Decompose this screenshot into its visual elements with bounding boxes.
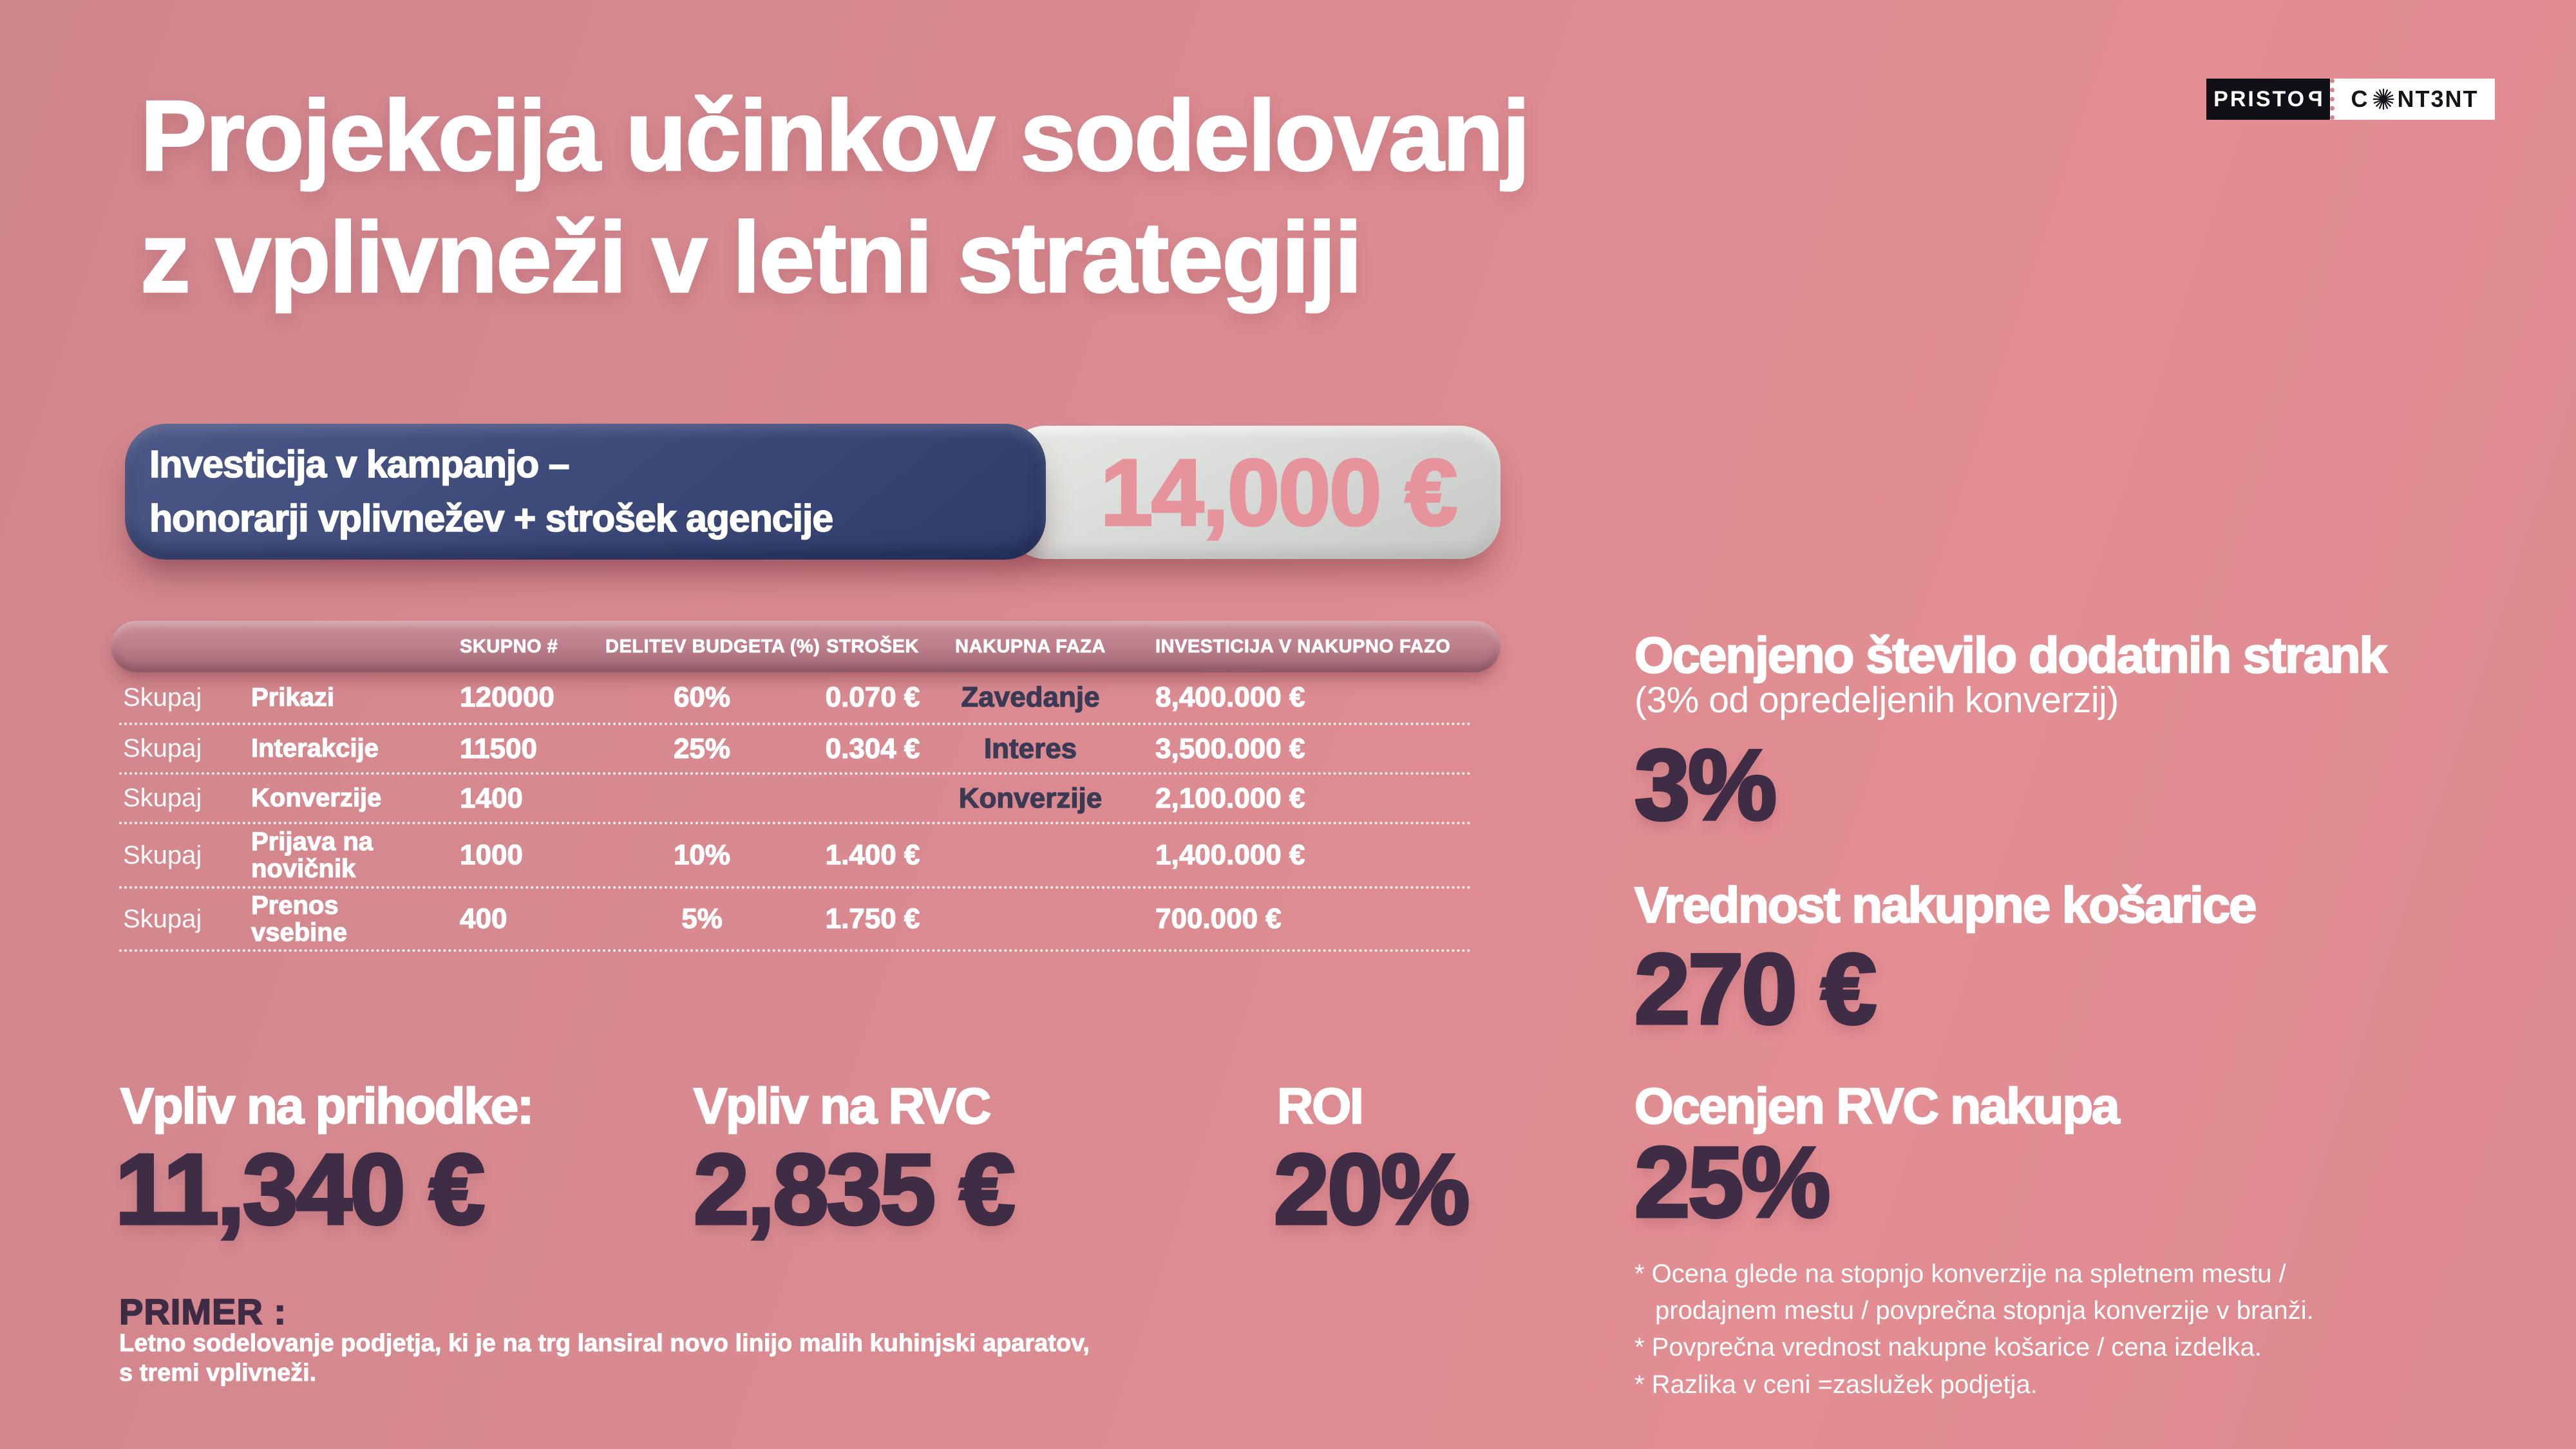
footnote-line: * Razlika v ceni =zaslužek podjetja. — [1634, 1370, 2038, 1399]
footnote-line: prodajnem mestu / povprečna stopnja konverzije v branži. — [1655, 1296, 2314, 1325]
example-heading: PRIMER : — [119, 1291, 287, 1332]
content-logo-suffix: NT3NT — [2397, 86, 2479, 112]
cell-total: 11500 — [460, 732, 537, 764]
footnote-line: * Ocena glede na stopnjo konverzije na spletnem mestu / — [1634, 1260, 2286, 1288]
pristop-logo — [2206, 79, 2330, 120]
logo-bar — [2206, 79, 2495, 120]
section-title-kosarica: Vrednost nakupne košarice — [1634, 876, 2256, 933]
cell-cost: 1.400 € — [825, 839, 920, 871]
footnote-line: * Povprečna vrednost nakupne košarice / cena izdelka. — [1634, 1333, 2262, 1362]
cell-share: 25% — [673, 732, 731, 764]
table-row — [119, 775, 1472, 824]
column-header-strosek: STROŠEK — [826, 636, 919, 657]
cell-metric: Prenos vsebine — [251, 891, 347, 947]
investment-label-line1: Investicija v kampanjo – — [149, 442, 569, 486]
cell-investment: 3,500.000 € — [1155, 732, 1305, 764]
stat-value-rvc: 2,835 € — [694, 1133, 1014, 1245]
column-header-skupno: SKUPNO # — [460, 636, 558, 657]
pristop-logo-text: PRISTO — [2213, 86, 2307, 111]
section-title-dodatne-stranke: Ocenjeno število dodatnih strank — [1634, 627, 2386, 683]
stat-label-roi: ROI — [1277, 1077, 1363, 1134]
projection-table — [119, 621, 1472, 952]
cell-total: 1000 — [460, 839, 523, 871]
investment-label-pill — [125, 424, 1046, 560]
cell-scope: Skupaj — [123, 904, 202, 933]
table-row — [119, 824, 1472, 889]
stat-value-prihodki: 11,340 € — [115, 1133, 483, 1245]
table-row — [119, 725, 1472, 775]
value-dodatne-stranke: 3% — [1634, 729, 1776, 840]
cell-investment: 8,400.000 € — [1155, 681, 1305, 713]
cell-cost: 0.070 € — [825, 681, 920, 713]
table-header — [119, 621, 1472, 672]
cell-investment: 700.000 € — [1155, 903, 1282, 934]
cell-scope: Skupaj — [123, 683, 202, 712]
cell-share: 60% — [673, 681, 731, 713]
example-body-line1: Letno sodelovanje podjetja, ki je na trg lansiral novo linijo malih kuhinjski aparatov, — [119, 1330, 1090, 1357]
cell-total: 400 — [460, 903, 507, 934]
cell-cost: 1.750 € — [825, 903, 920, 934]
section-title-rvc-nakupa: Ocenjen RVC nakupa — [1634, 1077, 2119, 1134]
page-title — [140, 75, 1529, 318]
stat-value-roi: 20% — [1274, 1133, 1468, 1245]
cell-share: 10% — [673, 839, 731, 871]
cell-scope: Skupaj — [123, 734, 202, 762]
column-header-investicija: INVESTICIJA V NAKUPNO FAZO — [1155, 636, 1451, 657]
page-title-line1: Projekcija učinkov sodelovanj — [140, 80, 1529, 191]
cell-phase: Interes — [983, 732, 1077, 764]
pristop-logo-mirrored-p: P — [2306, 86, 2323, 111]
cell-scope: Skupaj — [123, 784, 202, 812]
stat-label-prihodki: Vpliv na prihodke: — [120, 1077, 533, 1134]
column-header-delitev: DELITEV BUDGETA (%) — [605, 636, 820, 657]
investment-label-line2: honorarji vplivnežev + strošek agencije — [149, 497, 833, 540]
value-rvc-nakupa: 25% — [1634, 1126, 1829, 1238]
cell-metric: Prikazi — [251, 683, 334, 712]
starburst-icon — [2372, 88, 2394, 110]
cell-metric: Konverzije — [251, 784, 382, 813]
cell-total: 120000 — [460, 681, 554, 713]
cell-scope: Skupaj — [123, 840, 202, 869]
investment-amount: 14,000 € — [1100, 439, 1457, 545]
page-title-line2: z vplivneži v letni strategiji — [140, 202, 1361, 314]
value-kosarica: 270 € — [1634, 933, 1875, 1045]
cell-total: 1400 — [460, 782, 523, 814]
cell-metric: Interakcije — [251, 734, 379, 763]
content-logo-prefix: C — [2351, 86, 2369, 112]
cell-share: 5% — [681, 903, 723, 934]
cell-investment: 1,400.000 € — [1155, 839, 1305, 871]
footnotes — [1634, 1256, 2314, 1403]
stat-label-rvc: Vpliv na RVC — [694, 1077, 990, 1134]
cell-investment: 2,100.000 € — [1155, 782, 1305, 814]
cell-phase: Konverzije — [958, 782, 1103, 814]
cell-phase: Zavedanje — [961, 681, 1100, 713]
example-body — [119, 1329, 1090, 1388]
example-body-line2: s tremi vplivneži. — [119, 1359, 317, 1387]
table-row — [119, 889, 1472, 952]
table-row — [119, 672, 1472, 725]
cell-cost: 0.304 € — [825, 732, 920, 764]
section-subtitle-dodatne-stranke: (3% od opredeljenih konverzij) — [1634, 679, 2119, 721]
cell-metric: Prijava na novičnik — [251, 827, 374, 883]
column-header-nakupna-faza: NAKUPNA FAZA — [955, 636, 1106, 657]
content-logo — [2330, 79, 2495, 120]
